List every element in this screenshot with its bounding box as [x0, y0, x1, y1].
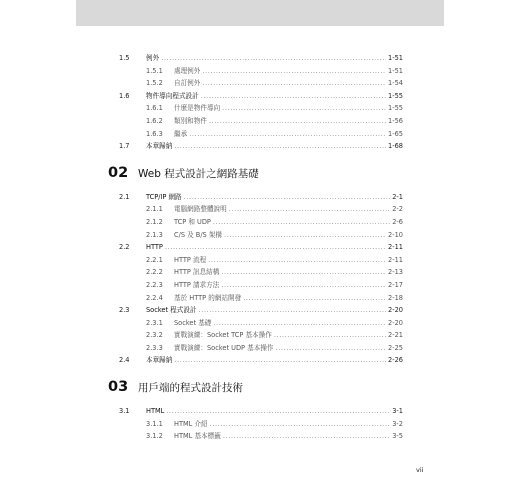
header-bar: [76, 0, 444, 26]
entry-number: 2.2.3: [146, 280, 163, 289]
toc-subsection-entry: [119, 102, 403, 115]
page-number: vii: [416, 466, 424, 474]
entry-number: 2.1.2: [146, 217, 163, 226]
entry-page: 2-6: [392, 217, 403, 226]
toc-subsection-entry: [119, 254, 403, 267]
dot-leader: [208, 254, 386, 267]
toc-section-entry: [119, 354, 403, 367]
entry-title: 類別和物件: [174, 116, 207, 125]
toc-section-entry: [119, 241, 403, 254]
toc-subsection-entry: [119, 77, 403, 90]
entry-page: 1-54: [388, 79, 403, 88]
chapter-number: 02: [108, 164, 129, 181]
entry-title: HTML: [146, 407, 165, 416]
dot-leader: [199, 304, 386, 317]
entry-title: 物件導向程式設計: [146, 91, 199, 100]
entry-title: 實戰演練：Socket UDP 基本操作: [174, 343, 274, 352]
dot-leader: [224, 229, 386, 242]
dot-leader: [210, 418, 391, 431]
entry-title: HTTP: [146, 243, 163, 252]
entry-title: 電腦網路整體說明: [174, 205, 227, 214]
toc-subsection-entry: [119, 115, 403, 128]
toc-subsection-entry: [119, 430, 403, 443]
entry-number: 2.3.2: [146, 331, 163, 340]
entry-page: 3-5: [392, 432, 403, 441]
dot-leader: [166, 405, 390, 418]
dot-leader: [243, 292, 386, 305]
entry-title: C/S 及 B/S 架構: [174, 230, 223, 239]
entry-number: 2.2.4: [146, 293, 163, 302]
entry-page: 2-18: [388, 293, 403, 302]
dot-leader: [202, 65, 386, 78]
toc-subsection-entry: [119, 128, 403, 141]
chapter-title: Web 程式設計之網路基礎: [138, 167, 259, 180]
dot-leader: [174, 140, 386, 153]
entry-title: HTML 基本標籤: [174, 432, 221, 441]
entry-number: 1.5.1: [146, 66, 163, 75]
entry-page: 2-20: [388, 306, 403, 315]
entry-number: 1.6.3: [146, 129, 163, 138]
toc-subsection-entry: [119, 216, 403, 229]
dot-leader: [174, 354, 386, 367]
entry-page: 1-68: [388, 142, 403, 151]
entry-number: 2.3.3: [146, 343, 163, 352]
toc-subsection-entry: [119, 329, 403, 342]
toc-subsection-entry: [119, 203, 403, 216]
toc-subsection-entry: [119, 266, 403, 279]
toc-subsection-entry: [119, 229, 403, 242]
toc-section-entry: [119, 191, 403, 204]
entry-title: HTML 介紹: [174, 419, 208, 428]
entry-number: 2.2: [119, 243, 130, 252]
entry-title: 實戰演練：Socket TCP 基本操作: [174, 331, 272, 340]
dot-leader: [161, 52, 386, 65]
entry-page: 3-1: [392, 407, 403, 416]
dot-leader: [223, 430, 390, 443]
entry-number: 2.1.3: [146, 230, 163, 239]
dot-leader: [202, 77, 386, 90]
entry-number: 2.3.1: [146, 318, 163, 327]
toc-section-entry: [119, 304, 403, 317]
entry-page: 1-55: [388, 91, 403, 100]
dot-leader: [189, 128, 386, 141]
toc-section-entry: [119, 140, 403, 153]
entry-number: 2.3: [119, 306, 130, 315]
dot-leader: [222, 102, 386, 115]
entry-title: HTTP 流程: [174, 255, 207, 264]
entry-title: Socket 基礎: [174, 318, 212, 327]
dot-leader: [221, 266, 386, 279]
entry-title: 本章歸納: [146, 356, 173, 365]
chapter-number: 03: [108, 379, 129, 396]
entry-title: TCP/IP 網路: [146, 192, 182, 201]
entry-number: 1.6: [119, 91, 130, 100]
chapter-title: 用戶端的程式設計技術: [138, 382, 243, 395]
entry-page: 2-20: [388, 318, 403, 327]
toc-subsection-entry: [119, 342, 403, 355]
toc-subsection-entry: [119, 279, 403, 292]
entry-title: 自訂例外: [174, 79, 201, 88]
toc-section-entry: [119, 90, 403, 103]
entry-title: 基於 HTTP 的網站開發: [174, 293, 242, 302]
entry-title: Socket 程式設計: [146, 306, 197, 315]
toc-section-entry: [119, 405, 403, 418]
entry-page: 2-2: [392, 205, 403, 214]
entry-page: 1-51: [388, 66, 403, 75]
entry-page: 2-11: [388, 255, 403, 264]
dot-leader: [221, 279, 386, 292]
entry-number: 3.1.1: [146, 419, 163, 428]
entry-page: 3-2: [392, 419, 403, 428]
entry-page: 1-56: [388, 116, 403, 125]
toc-subsection-entry: [119, 418, 403, 431]
entry-number: 1.6.1: [146, 104, 163, 113]
entry-page: 2-10: [388, 230, 403, 239]
entry-title: HTTP 訊息結構: [174, 268, 220, 277]
entry-title: HTTP 請求方法: [174, 280, 220, 289]
entry-number: 1.5: [119, 54, 130, 62]
dot-leader: [201, 90, 386, 103]
entry-number: 3.1.2: [146, 432, 163, 441]
dot-leader: [165, 241, 386, 254]
entry-number: 2.4: [119, 356, 130, 365]
dot-leader: [209, 115, 386, 128]
dot-leader: [213, 216, 390, 229]
toc-subsection-entry: [119, 317, 403, 330]
entry-number: 1.7: [119, 142, 130, 151]
entry-page: 2-11: [388, 243, 403, 252]
entry-title: 本章歸納: [146, 142, 173, 151]
entry-number: 2.2.2: [146, 268, 163, 277]
entry-page: 1-65: [388, 129, 403, 138]
entry-page: 2-13: [388, 268, 403, 277]
entry-number: 2.2.1: [146, 255, 163, 264]
entry-page: 2-21: [388, 331, 403, 340]
entry-page: 2-17: [388, 280, 403, 289]
entry-title: TCP 和 UDP: [174, 217, 211, 226]
entry-title: 什麼是物件導向: [174, 104, 221, 113]
table-of-contents: [108, 52, 403, 443]
dot-leader: [229, 203, 390, 216]
dot-leader: [213, 317, 386, 330]
chapter-heading: [108, 379, 403, 399]
entry-number: 3.1: [119, 407, 130, 416]
entry-number: 2.1.1: [146, 205, 163, 214]
entry-page: 2-26: [388, 356, 403, 365]
entry-page: 2-25: [388, 343, 403, 352]
entry-page: 2-1: [392, 192, 403, 201]
entry-page: 1-51: [388, 54, 403, 62]
toc-subsection-entry: [119, 292, 403, 305]
chapter-heading: [108, 165, 403, 185]
entry-title: 例外: [146, 54, 160, 62]
toc-subsection-entry: [119, 65, 403, 78]
entry-title: 繼承: [174, 129, 188, 138]
entry-title: 處理例外: [174, 66, 201, 75]
dot-leader: [276, 342, 387, 355]
toc-section-entry: [119, 52, 403, 65]
dot-leader: [274, 329, 386, 342]
dot-leader: [184, 191, 391, 204]
entry-number: 2.1: [119, 192, 130, 201]
entry-number: 1.6.2: [146, 116, 163, 125]
entry-page: 1-55: [388, 104, 403, 113]
entry-number: 1.5.2: [146, 79, 163, 88]
